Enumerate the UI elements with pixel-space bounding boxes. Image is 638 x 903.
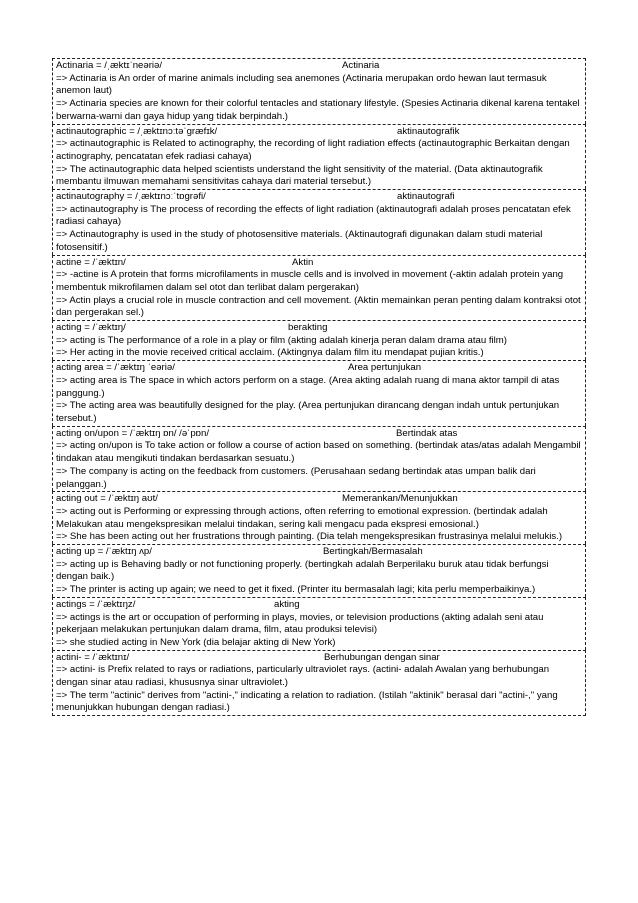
entry-term: acting on/upon = /ˈæktɪŋ ɒn/ /əˈpɒn/ xyxy=(56,427,210,439)
entry-translation: akting xyxy=(274,598,300,610)
entry-acting-up xyxy=(52,544,586,597)
entry-example: => The actinautographic data helped scientists understand the light sensitivity of the material. (Data aktinautografik membantu ilmuwan memahami sensitivitas cahaya dari material tersebut.) xyxy=(56,163,543,188)
entry-term: actings = /ˈæktɪŋz/ xyxy=(56,598,136,610)
entry-example: => Her acting in the movie received critical acclaim. (Aktingnya dalam film itu mendapat pujian kritis.) xyxy=(56,347,484,359)
entry-term: acting out = /ˈæktɪŋ aʊt/ xyxy=(56,493,158,505)
entry-definition: => acting on/upon is To take action or follow a course of action based on something. (bertindak atas/atas adalah Mengambil tindakan atau mengikuti tindakan berdasarkan sesuatu.) xyxy=(56,440,581,465)
entry-definition: => acting area is The space in which actors perform on a stage. (Area akting adalah ruang di mana aktor tampil di atas panggung.) xyxy=(56,374,560,399)
entry-head xyxy=(56,257,583,270)
entry-head xyxy=(56,322,583,335)
entry-actinautography xyxy=(52,189,586,255)
entry-definition: => acting up is Behaving badly or not functioning properly. (bertingkah adalah Berperilaku buruk atau tidak berfungsi dengan baik.) xyxy=(56,558,549,583)
entry-actinautographic xyxy=(52,124,586,190)
entry-example: => The company is acting on the feedback from customers. (Perusahaan sedang bertindak atas umpan balik dari pelanggan.) xyxy=(56,465,536,490)
entry-term: actinautography = /ˌæktɪnɔːˈtɒɡrəfi/ xyxy=(56,191,206,203)
entry-term: actine = /ˈæktɪn/ xyxy=(56,256,126,268)
entry-term: actinautographic = /ˌæktɪnɔːtəˈɡræfɪk/ xyxy=(56,125,218,137)
entry-example: => The acting area was beautifully designed for the play. (Area pertunjukan dirancang dengan indah untuk pertunjukan tersebut.) xyxy=(56,400,560,424)
entry-translation: Aktin xyxy=(292,256,314,268)
entry-head xyxy=(56,191,583,204)
entry-term: acting = /ˈæktɪŋ/ xyxy=(56,322,126,334)
entry-head xyxy=(56,126,583,139)
entry-translation: Bertindak atas xyxy=(396,427,458,439)
entry-acting-on-upon xyxy=(52,426,586,492)
entry-acting xyxy=(52,320,586,360)
entry-example: => Actinautography is used in the study of photosensitive materials. (Aktinautografi digunakan dalam studi material fotosensitif.) xyxy=(56,229,543,253)
dictionary-sheet xyxy=(52,58,586,716)
entry-translation: aktinautografik xyxy=(397,125,460,137)
entry-actine xyxy=(52,255,586,321)
entry-head xyxy=(56,428,583,441)
entry-head xyxy=(56,60,583,73)
entry-definition: => acting out is Performing or expressing through actions, often referring to emotional expression. (bertindak adalah Melakukan atau mengekspresikan melalui tindakan, sering kali mengacu pada ekspresi emosional.) xyxy=(56,505,548,530)
entry-translation: Bertingkah/Bermasalah xyxy=(323,546,423,558)
entry-translation: Area pertunjukan xyxy=(348,362,422,374)
entry-term: actini- = /ˈæktɪnɪ/ xyxy=(56,651,130,663)
entry-term: acting up = /ˈæktɪŋ ʌp/ xyxy=(56,546,152,558)
entry-translation: Actinaria xyxy=(342,60,380,71)
entry-example: => Actin plays a crucial role in muscle contraction and cell movement. (Aktin memainkan peran penting dalam kontraksi otot dan pergerakan sel.) xyxy=(56,294,581,319)
entry-definition: => actini- is Prefix related to rays or radiations, particularly ultraviolet rays. (actini- adalah Awalan yang berhubungan dengan sinar atau radiasi, khususnya sinar ultraviolet.) xyxy=(56,664,550,689)
entry-definition: => actinautography is The process of recording the effects of light radiation (aktinautografi adalah proses pencatatan efek radiasi cahaya) xyxy=(56,203,571,228)
entry-head xyxy=(56,546,583,559)
entry-translation: Memerankan/Menunjukkan xyxy=(342,493,458,505)
entry-example: => Actinaria species are known for their colorful tentacles and stationary lifestyle. (Spesies Actinaria dikenal karena tentakel berwarna-warni dan gaya hidup yang tidak berpindah.) xyxy=(56,98,580,122)
entry-term: acting area = /ˈæktɪŋ ˈeəriə/ xyxy=(56,362,175,374)
entry-head xyxy=(56,652,583,665)
entry-definition: => Actinaria is An order of marine animals including sea anemones (Actinaria merupakan ordo hewan laut termasuk anemon laut) xyxy=(56,72,547,97)
entry-translation: aktinautografi xyxy=(397,191,455,203)
entry-example: => The printer is acting up again; we need to get it fixed. (Printer itu bermasalah lagi; kita perlu memperbaikinya.) xyxy=(56,584,536,596)
entry-definition: => -actine is A protein that forms microfilaments in muscle cells and is involved in movement (-aktin adalah protein yang membentuk mikrofilamen dalam sel otot dan terlibat dalam pergerakan) xyxy=(56,269,564,293)
entry-head xyxy=(56,493,583,506)
entry-actini xyxy=(52,650,586,717)
entry-translation: Berhubungan dengan sinar xyxy=(324,651,440,663)
entry-head xyxy=(56,599,583,612)
entry-example: => The term "actinic" derives from "actini-," indicating a relation to radiation. (Istilah "aktinik" berasal dari "actini-," yang menunjukkan hubungan dengan radiasi.) xyxy=(56,689,558,714)
entry-example: => she studied acting in New York (dia belajar akting di New York) xyxy=(56,636,336,648)
entry-definition: => acting is The performance of a role in a play or film (akting adalah kinerja peran dalam drama atau film) xyxy=(56,334,507,346)
entry-term: Actinaria = /ˌæktɪˈneəriə/ xyxy=(56,60,163,71)
entry-head xyxy=(56,362,583,375)
entry-actings xyxy=(52,597,586,650)
entry-definition: => actinautographic is Related to actinography, the recording of light radiation effects (actinautographic Berkaitan dengan actinography, pencatatan efek radiasi cahaya) xyxy=(56,138,570,162)
entry-acting-area xyxy=(52,360,586,426)
entry-example: => She has been acting out her frustrations through painting. (Dia telah mengekspresikan frustrasinya melalui melukis.) xyxy=(56,531,563,543)
entry-translation: berakting xyxy=(288,322,328,334)
entry-definition: => actings is the art or occupation of performing in plays, movies, or television productions (akting adalah seni atau pekerjaan melakukan pertunjukan dalam drama, film, atau produksi televisi) xyxy=(56,611,544,636)
entry-acting-out xyxy=(52,491,586,544)
entry-actinaria xyxy=(52,58,586,124)
